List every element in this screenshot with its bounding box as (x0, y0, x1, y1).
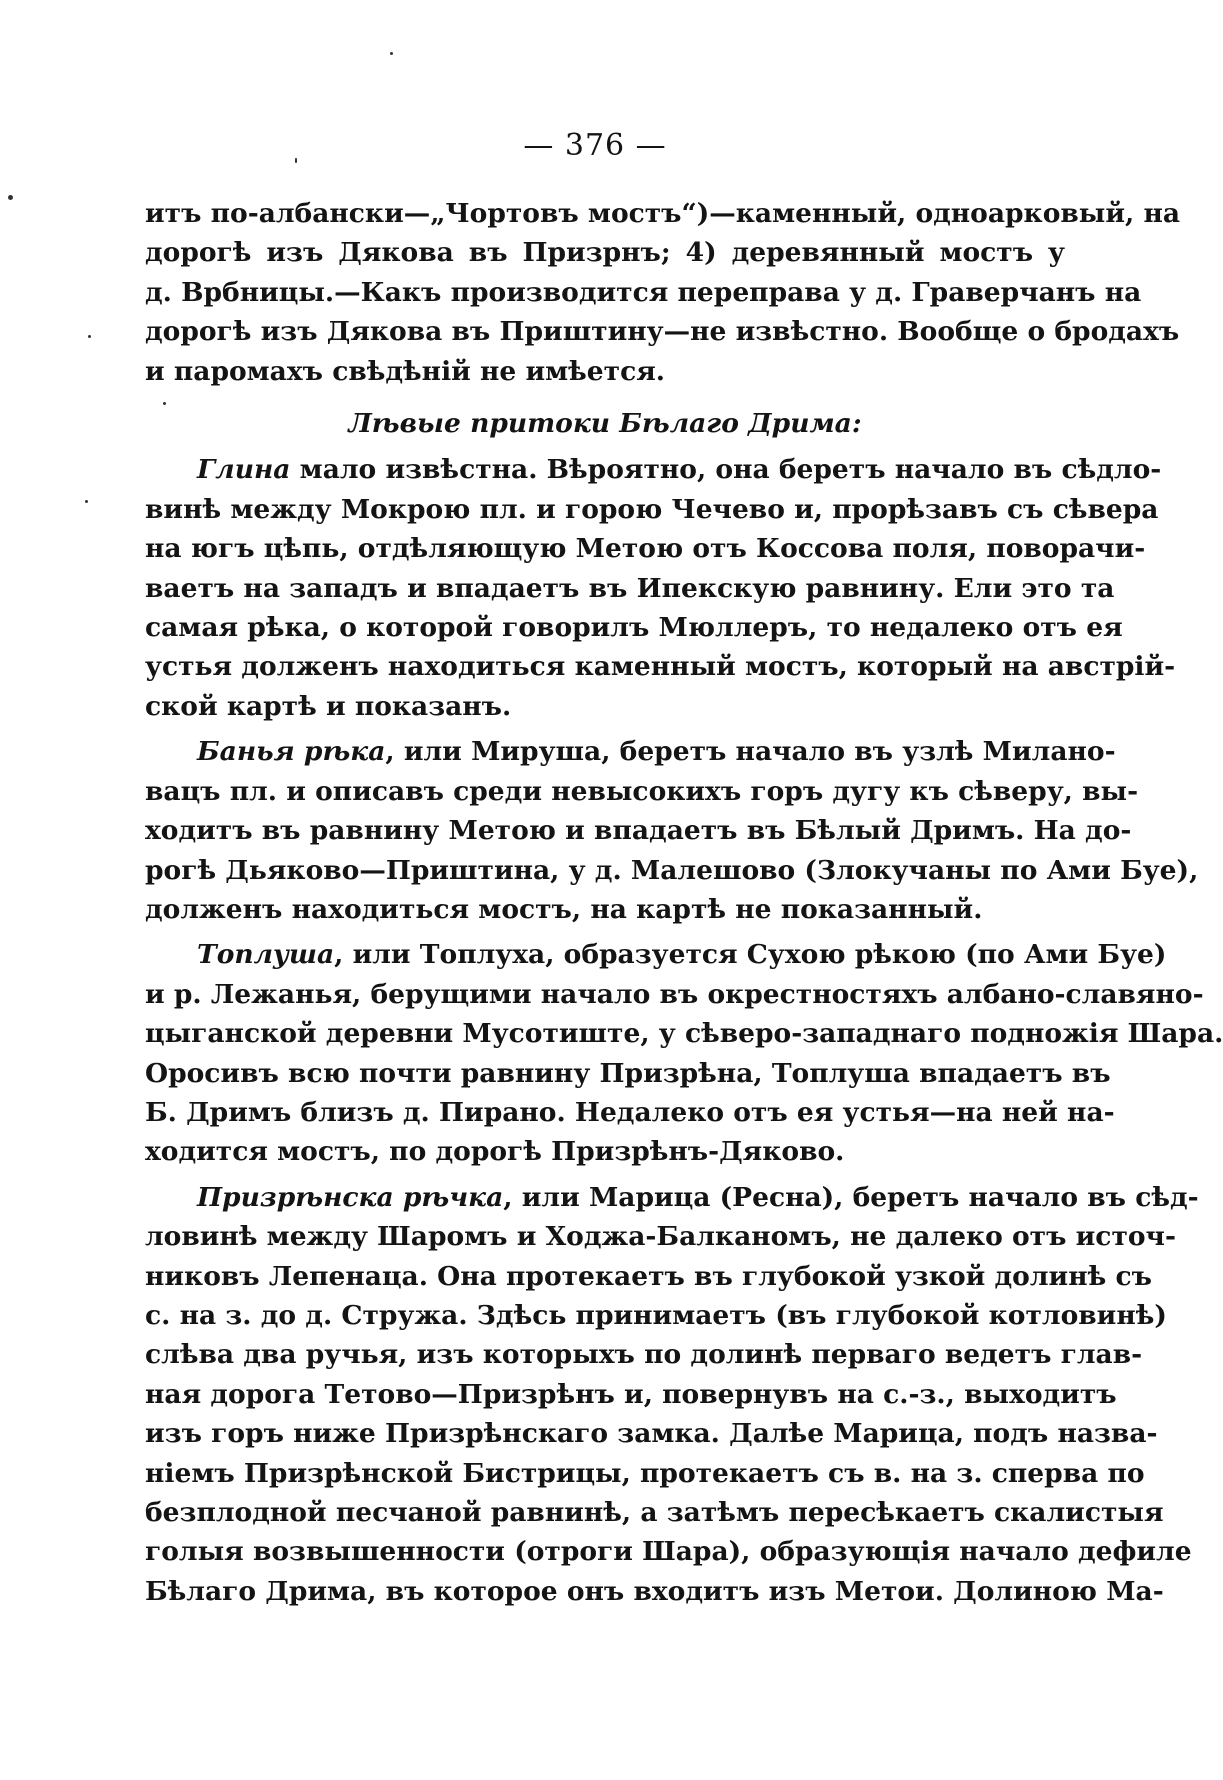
scan-speck (295, 158, 297, 163)
text-line: долженъ находиться мостъ, на картѣ не показанный. (145, 893, 983, 925)
text-line: и р. Лежанья, берущими начало въ окрестностяхъ албано-славяно- (145, 978, 1204, 1010)
text-line: Б. Дримъ близъ д. Пирано. Недалеко отъ ея устья—на ней на- (145, 1096, 1115, 1128)
river-name-glina: Глина (197, 454, 291, 486)
river-name-prizren: Призрѣнска рѣчка (197, 1181, 504, 1213)
text-line: ніемъ Призрѣнской Бистрицы, протекаетъ съ в. на з. сперва по (145, 1457, 1145, 1489)
text-line: винѣ между Мокрою пл. и горою Чечево и, прорѣзавъ съ сѣвера (145, 493, 1159, 525)
text-line: ваетъ на западъ и впадаетъ въ Ипекскую равнину. Ели это та (145, 572, 1115, 604)
text-line: итъ по-албански—„Чортовъ мостъ“)—каменный, одноарковый, на (145, 198, 1181, 229)
paragraph-first-line (145, 935, 1167, 974)
text-line: цыганской деревни Мусотиште, у сѣверо-западнаго подножія Шара. (145, 1018, 1223, 1050)
text-line: ловинѣ между Шаромъ и Ходжа-Балканомъ, не далеко отъ источ- (145, 1221, 1176, 1253)
text-line: устья долженъ находиться каменный мостъ, который на австрій- (145, 651, 1176, 683)
body-text (145, 194, 1223, 1611)
text-line: голыя возвышенности (отроги Шара), образующія начало дефиле (145, 1536, 1192, 1568)
text-line: дорогѣ изъ Дякова въ Призрнъ; 4) деревянный мостъ у (145, 237, 1065, 269)
text-line: ходится мостъ, по дорогѣ Призрѣнъ-Дяково. (145, 1136, 845, 1168)
text-line: на югъ цѣпь, отдѣляющую Метою отъ Коссова поля, поворачи- (145, 533, 1146, 565)
paragraph-first-line (145, 450, 1162, 489)
text-line: вацъ пл. и описавъ среди невысокихъ горъ дугу къ сѣверу, вы- (145, 775, 1139, 807)
scan-speck (163, 402, 166, 405)
text-line: ная дорога Тетово—Призрѣнъ и, повернувъ на с.-з., выходитъ (145, 1378, 1117, 1410)
text-line: ской картѣ и показанъ. (145, 690, 512, 722)
river-name-banya: Банья рѣка (197, 736, 386, 768)
text-line: рогѣ Дьяково—Приштина, у д. Малешово (Злокучаны по Ами Буе), (145, 854, 1199, 886)
text-line: ходитъ въ равнину Метою и впадаетъ въ Бѣлый Дримъ. На до- (145, 815, 1132, 847)
text-fragment: , или Марица (Ресна), беретъ начало въ сѣд- (503, 1181, 1199, 1213)
text-line: изъ горъ ниже Призрѣнскаго замка. Далѣе Марица, подъ назва- (145, 1418, 1158, 1450)
page-number: — 376 — (523, 128, 667, 163)
text-fragment: мало извѣстна. Вѣроятно, она беретъ начало въ сѣдло- (290, 454, 1162, 486)
scan-speck (88, 335, 91, 338)
scan-speck (8, 195, 13, 200)
text-line: самая рѣка, о которой говорилъ Мюллеръ, то недалеко отъ ея (145, 612, 1123, 644)
paragraph-first-line (145, 1178, 1199, 1217)
text-line: безплодной песчаной равнинѣ, а затѣмъ пересѣкаетъ скалистыя (145, 1497, 1164, 1528)
section-heading: Лѣвые притоки Бѣлаго Дрима: (348, 408, 862, 440)
text-line: слѣва два ручья, изъ которыхъ по долинѣ перваго ведетъ глав- (145, 1339, 1143, 1371)
scan-speck (390, 52, 393, 55)
text-line: дорогѣ изъ Дякова въ Приштину—не извѣстно. Вообще о бродахъ (145, 316, 1180, 348)
scan-speck (85, 500, 88, 503)
text-fragment: , или Мируша, беретъ начало въ узлѣ Милано- (385, 736, 1116, 768)
text-line: д. Врбницы.—Какъ производится переправа у д. Граверчанъ на (145, 276, 1142, 308)
river-name-toplusha: Топлуша (197, 939, 335, 971)
text-line: Бѣлаго Дрима, въ которое онъ входитъ изъ Метои. Долиною Ма- (145, 1575, 1164, 1607)
text-line: никовъ Лепенаца. Она протекаетъ въ глубокой узкой долинѣ съ (145, 1260, 1152, 1292)
text-line: Оросивъ всю почти равнину Призрѣна, Топлуша впадаетъ въ (145, 1057, 1111, 1089)
paragraph-first-line (145, 732, 1116, 771)
text-line: с. на з. до д. Стружа. Здѣсь принимаетъ (въ глубокой котловинѣ) (145, 1299, 1167, 1331)
text-line: и паромахъ свѣдѣній не имѣется. (145, 355, 666, 387)
text-fragment: , или Топлуха, образуется Сухою рѣкою (по Ами Буе) (334, 939, 1167, 971)
